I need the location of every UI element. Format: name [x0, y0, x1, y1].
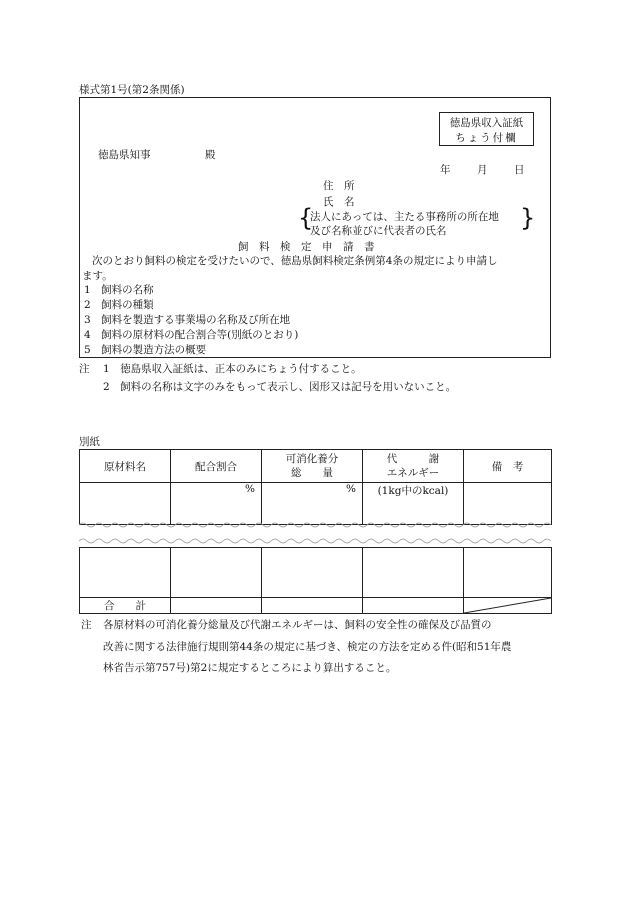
- date-month-label: 月: [477, 164, 488, 176]
- date-day-label: 日: [514, 164, 525, 176]
- date-year-label: 年: [440, 164, 451, 176]
- total-remarks-crossed: [464, 598, 552, 614]
- name-label: 氏 名: [323, 196, 355, 208]
- attachment-note-label: 注: [81, 619, 92, 631]
- cell-ratio: [171, 548, 262, 598]
- stamp-label-line1: 徳島県収入証紙: [449, 117, 524, 129]
- cell-material: [80, 548, 171, 598]
- total-label: 合 計: [80, 598, 171, 614]
- table-header-row: [80, 450, 552, 483]
- note-2: 2 飼料の名称は文字のみをもって表示し、図形又は記号を用いないこと。: [103, 381, 457, 393]
- cell-material: [80, 483, 171, 525]
- attachment-note-line1: 各原材料の可消化養分総量及び代謝エネルギーは、飼料の安全性の確保及び品質の: [103, 619, 492, 631]
- corp-note-line1: 法人にあっては、主たる事務所の所在地: [310, 211, 499, 223]
- item-factory: 3 飼料を製造する事業場の名称及び所在地: [84, 314, 291, 326]
- table-break-wave-bottom: [79, 536, 551, 546]
- table-break-wave-top: [79, 520, 551, 530]
- form-number: 様式第1号(第2条関係): [79, 84, 185, 96]
- item-feed-name: 1 飼料の名称: [84, 284, 154, 296]
- document-title: 飼 料 検 定 申 請 書: [238, 241, 375, 253]
- header-remarks: 備 考: [464, 450, 552, 483]
- intro-text-line2: ます。: [82, 270, 113, 282]
- total-energy: [363, 598, 464, 614]
- total-tdn: [262, 598, 363, 614]
- header-energy: [363, 450, 464, 483]
- total-row: [80, 598, 552, 614]
- diagonal-strike-line: [464, 598, 551, 613]
- cell-energy: [363, 548, 464, 598]
- notes-label: 注: [79, 363, 90, 375]
- table-row: [80, 483, 552, 525]
- header-material: 原材料名: [80, 450, 171, 483]
- stamp-label-line2: ちょう付欄: [455, 132, 518, 144]
- header-energy-line1: 代 謝: [386, 453, 440, 465]
- cell-tdn: [262, 548, 363, 598]
- intro-text-line1: 次のとおり飼料の検定を受けたいので、徳島県飼料検定条例第4条の規定により申請し: [92, 255, 498, 267]
- attachment-note-line2: 改善に関する法律施行規則第44条の規定に基づき、検定の方法を定める件(昭和51年農: [103, 641, 512, 653]
- cell-tdn-unit: %: [262, 483, 363, 525]
- attachment-table-bottom: [79, 547, 552, 614]
- item-feed-type: 2 飼料の種類: [84, 299, 154, 311]
- corp-note-line2: 及び名称並びに代表者の氏名: [310, 225, 447, 237]
- header-tdn: [262, 450, 363, 483]
- total-ratio: [171, 598, 262, 614]
- cell-energy-unit: (1kg中のkcal): [363, 483, 464, 525]
- cell-remarks: [464, 483, 552, 525]
- addressee-title: 徳島県知事: [98, 149, 151, 161]
- header-energy-line2: エネルギー: [386, 467, 440, 479]
- header-tdn-line1: 可消化養分: [285, 453, 339, 465]
- right-brace: }: [520, 204, 536, 232]
- note-1: 1 徳島県収入証紙は、正本のみにちょう付すること。: [103, 363, 362, 375]
- revenue-stamp-box: [439, 112, 534, 146]
- header-tdn-line2: 総 量: [291, 467, 333, 479]
- table-row: [80, 548, 552, 598]
- attachment-table-top: [79, 449, 552, 525]
- cell-remarks: [464, 548, 552, 598]
- address-label: 住 所: [323, 180, 355, 192]
- cell-ratio-unit: %: [171, 483, 262, 525]
- item-mix-ratio: 4 飼料の原材料の配合割合等(別紙のとおり): [84, 329, 299, 341]
- attachment-note-line3: 林省告示第757号)第2に規定するところにより算出すること。: [103, 662, 397, 674]
- addressee-honorific: 殿: [205, 149, 216, 161]
- item-method: 5 飼料の製造方法の概要: [84, 344, 207, 356]
- attachment-title: 別紙: [79, 436, 100, 448]
- header-ratio: 配合割合: [171, 450, 262, 483]
- left-brace: {: [298, 204, 314, 232]
